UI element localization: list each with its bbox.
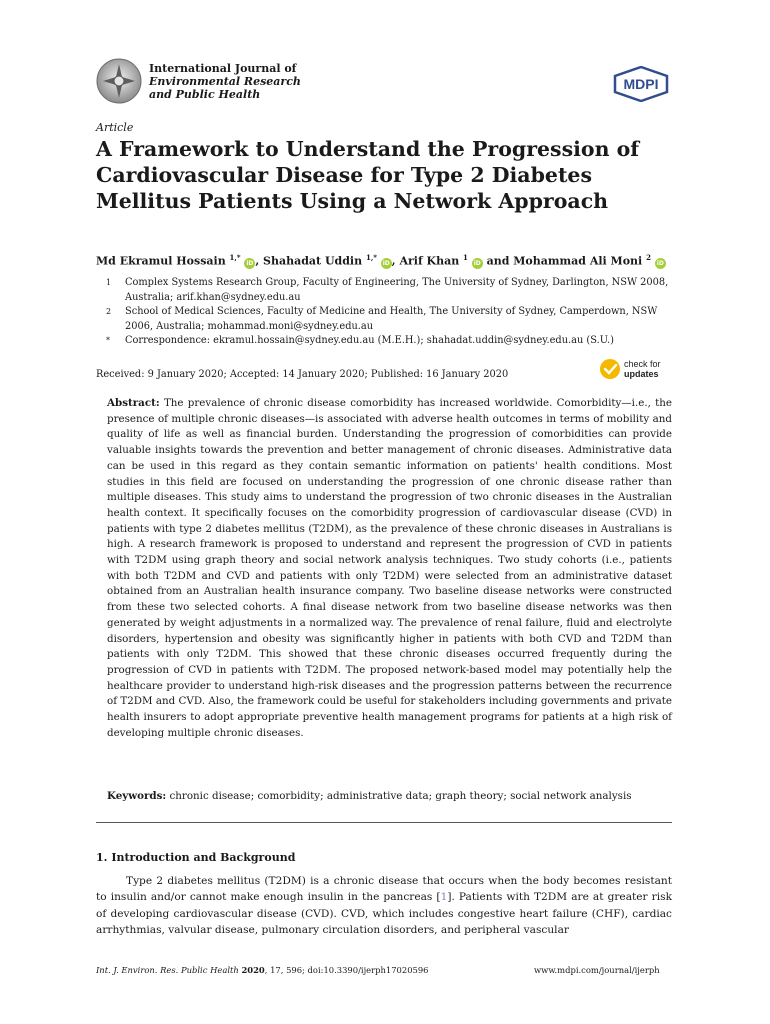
publication-dates: Received: 9 January 2020; Accepted: 14 January 2020; Published: 16 January 2020	[96, 369, 509, 380]
abstract-label: Abstract:	[107, 397, 160, 409]
affiliation-item	[96, 305, 676, 334]
citation-link[interactable]: 1	[440, 891, 448, 904]
keywords	[107, 790, 672, 802]
mdpi-logo	[613, 66, 669, 102]
affiliation-text: Complex Systems Research Group, Faculty of Engineering, The University of Sydney, Darlington, NSW 2008, Australia; arif.khan@sydney.edu.au	[125, 277, 669, 303]
author-name[interactable]: Mohammad Ali Moni	[513, 254, 643, 268]
abstract	[107, 396, 672, 741]
check-for-updates-line2: updates	[624, 369, 659, 379]
intro-text-a: Type 2 diabetes mellitus (T2DM) is a chronic disease that occurs when the body becomes resistant to insulin and/or cannot make enough insulin in the pancreas [	[96, 875, 672, 904]
journal-name-line2: Environmental Research	[149, 75, 301, 88]
author-affil-marker: 2	[646, 253, 651, 262]
author-separator: ,	[391, 254, 400, 268]
journal-name-line3: and Public Health	[149, 88, 261, 101]
affiliation-marker: 2	[106, 307, 112, 316]
affiliations	[96, 276, 676, 349]
affiliation-marker: *	[106, 336, 110, 345]
affiliation-item	[96, 276, 676, 305]
keywords-text: chronic disease; comorbidity; administrative data; graph theory; social network analysis	[169, 790, 632, 802]
orcid-icon[interactable]: iD	[382, 259, 390, 267]
author-list	[96, 253, 666, 269]
journal-name	[149, 62, 349, 101]
footer-url[interactable]: www.mdpi.com/journal/ijerph	[534, 965, 660, 975]
author-affil-marker: 1,*	[229, 253, 241, 262]
abstract-text: The prevalence of chronic disease comorbidity has increased worldwide. Comorbidity—i.e., the presence of multiple chronic diseases—is associated with adverse health outcomes in terms of mobility and quality of life as well as financial burden. Understanding the progression of comorbidities can provide valuable insights towards the prevention and better management of chronic diseases. Administrative data can be used in this regard as they contain semantic information on patients' health conditions. Most studies in this field are focused on understanding the progression of one chronic disease rather than multiple diseases. This study aims to understand the progression of two chronic diseases in the Australian health context. It specifically focuses on the comorbidity progression of cardiovascular disease (CVD) in patients with type 2 diabetes mellitus (T2DM), as the prevalence of these chronic diseases in Australians is high. A research framework is proposed to understand and represent the progression of CVD in patients with T2DM using graph theory and social network analysis techniques. Two study cohorts (i.e., patients with both T2DM and CVD and patients with only T2DM) were selected from an administrative dataset obtained from an Australian health insurance company. Two baseline disease networks were constructed from these two selected cohorts. A final disease network from two baseline disease networks was then generated by weight adjustments in a normalized way. The prevalence of renal failure, fluid and electrolyte disorders, hypertension and obesity was significantly higher in patients with both CVD and T2DM than patients with only T2DM. This showed that these chronic diseases occurred frequently during the progression of CVD in patients with T2DM. The proposed network-based model may potentially help the healthcare provider to understand high-risk diseases and the progression patterns between the recurrence of T2DM and CVD. Also, the framework could be useful for stakeholders including governments and private health insurers to adopt appropriate preventive health management programs for patients at a high risk of developing multiple chronic diseases.	[107, 397, 672, 739]
footer-journal-abbr: Int. J. Environ. Res. Public Health	[96, 965, 239, 975]
author-separator: ,	[255, 254, 264, 268]
orcid-icon[interactable]: iD	[246, 259, 254, 267]
author-name[interactable]: Md Ekramul Hossain	[96, 254, 226, 268]
affiliation-text: Correspondence: ekramul.hossain@sydney.edu.au (M.E.H.); shahadat.uddin@sydney.edu.au (S.U.)	[125, 335, 614, 346]
mdpi-logo-text: MDPI	[623, 76, 659, 92]
author-affil-marker: 1	[463, 253, 468, 262]
check-for-updates-line1: check for	[624, 359, 661, 369]
intro-text-b: ]. Patients with T2DM are at greater risk of developing cardiovascular disease (CVD). CVD, which includes congestive heart failure (CHF), cardiac arrhythmias, valvular disease, pulmonary circulation disorders, and peripheral vascular	[96, 891, 672, 936]
section-heading: 1. Introduction and Background	[96, 851, 296, 864]
check-for-updates-badge[interactable]	[598, 356, 672, 382]
footer-year: 2020	[241, 965, 265, 975]
orcid-icon[interactable]: iD	[656, 259, 664, 267]
orcid-icon[interactable]: iD	[473, 259, 481, 267]
journal-name-line1: International Journal of	[149, 62, 297, 75]
affiliation-item	[96, 334, 676, 349]
footer-citation	[96, 965, 429, 975]
author-name[interactable]: Shahadat Uddin	[263, 254, 363, 268]
author-affil-marker: 1,*	[365, 253, 377, 262]
article-type: Article	[96, 121, 134, 134]
intro-paragraph	[96, 873, 672, 938]
affiliation-text: School of Medical Sciences, Faculty of Medicine and Health, The University of Sydney, Camperdown, NSW 2006, Australia; mohammad.moni@sydney.edu.au	[125, 306, 658, 332]
section-divider	[96, 822, 672, 823]
author-name[interactable]: Arif Khan	[399, 254, 460, 268]
article-title: A Framework to Understand the Progression of Cardiovascular Disease for Type 2 Diabetes Mellitus Patients Using a Network Approach	[96, 137, 640, 213]
keywords-label: Keywords:	[107, 790, 167, 802]
journal-logo	[96, 58, 142, 104]
author-separator: and	[482, 254, 514, 268]
affiliation-marker: 1	[106, 278, 112, 287]
footer-volume-info: , 17, 596; doi:10.3390/ijerph17020596	[264, 965, 429, 975]
